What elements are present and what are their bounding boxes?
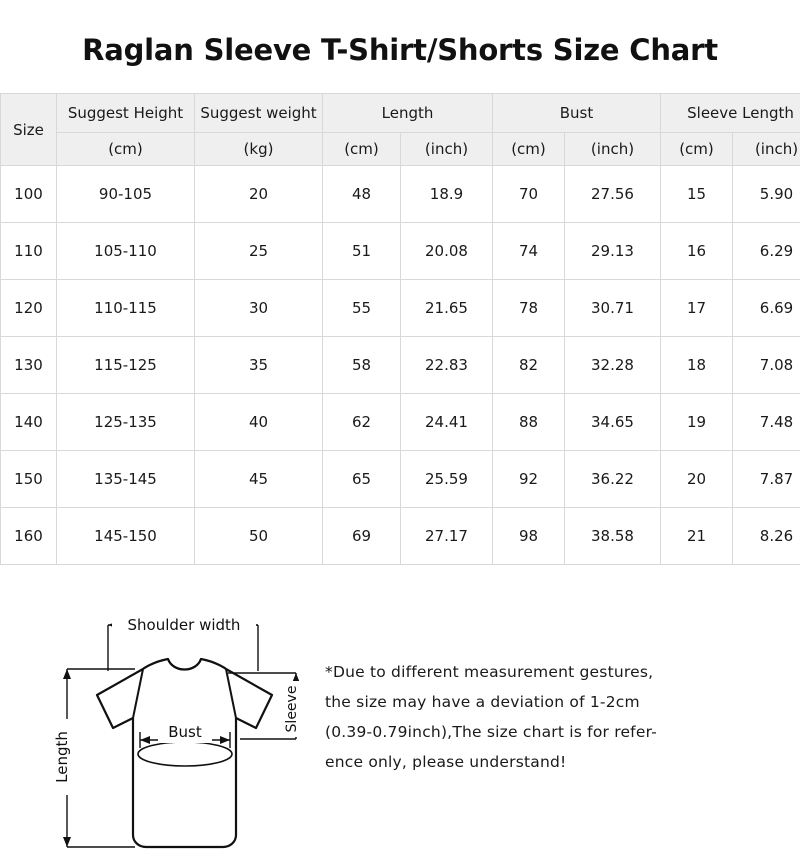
cell-height: 115-125 [57,337,195,394]
cell-size: 150 [1,451,57,508]
cell-height: 105-110 [57,223,195,280]
header-length: Length [323,94,493,133]
unit-weight-kg: (kg) [195,133,323,166]
table-row [1,394,800,451]
cell-height: 110-115 [57,280,195,337]
cell-weight: 20 [195,166,323,223]
cell-sleeve-inch: 7.08 [733,337,800,394]
svg-text:Length: Length [53,731,71,783]
cell-bust-cm: 88 [493,394,565,451]
cell-length-inch: 20.08 [401,223,493,280]
cell-size: 110 [1,223,57,280]
cell-sleeve-inch: 6.69 [733,280,800,337]
cell-size: 120 [1,280,57,337]
note-line-1: *Due to different measurement gestures, [325,657,765,687]
cell-weight: 45 [195,451,323,508]
cell-size: 160 [1,508,57,565]
cell-length-cm: 65 [323,451,401,508]
table-header-groups [1,94,800,133]
cell-bust-inch: 27.56 [565,166,661,223]
cell-length-cm: 58 [323,337,401,394]
cell-height: 145-150 [57,508,195,565]
header-suggest-weight: Suggest weight [195,94,323,133]
cell-weight: 25 [195,223,323,280]
cell-length-cm: 62 [323,394,401,451]
unit-sleeve-cm: (cm) [661,133,733,166]
cell-bust-inch: 29.13 [565,223,661,280]
header-bust: Bust [493,94,661,133]
cell-weight: 40 [195,394,323,451]
cell-bust-inch: 32.28 [565,337,661,394]
cell-sleeve-cm: 16 [661,223,733,280]
cell-sleeve-inch: 7.48 [733,394,800,451]
cell-length-inch: 25.59 [401,451,493,508]
cell-bust-cm: 98 [493,508,565,565]
cell-size: 100 [1,166,57,223]
note-line-3: (0.39-0.79inch),The size chart is for refer- [325,717,765,747]
cell-bust-inch: 36.22 [565,451,661,508]
unit-bust-inch: (inch) [565,133,661,166]
cell-length-cm: 55 [323,280,401,337]
tshirt-measurement-svg [40,599,330,858]
header-sleeve-length: Sleeve Length [661,94,800,133]
size-chart-table [0,93,800,565]
cell-length-inch: 24.41 [401,394,493,451]
note-line-2: the size may have a deviation of 1-2cm [325,687,765,717]
cell-sleeve-cm: 21 [661,508,733,565]
table-header-units [1,133,800,166]
cell-sleeve-inch: 7.87 [733,451,800,508]
svg-text:Sleeve: Sleeve [284,686,300,733]
tshirt-diagram [40,599,330,858]
cell-length-inch: 22.83 [401,337,493,394]
cell-sleeve-cm: 18 [661,337,733,394]
header-size: Size [1,94,57,166]
cell-sleeve-cm: 17 [661,280,733,337]
table-row [1,337,800,394]
cell-weight: 35 [195,337,323,394]
page-title: Raglan Sleeve T-Shirt/Shorts Size Chart [0,33,800,67]
table-row [1,223,800,280]
table-row [1,451,800,508]
svg-text:Bust: Bust [168,723,202,741]
cell-length-inch: 21.65 [401,280,493,337]
cell-length-inch: 18.9 [401,166,493,223]
cell-sleeve-cm: 15 [661,166,733,223]
note-line-4: ence only, please understand! [325,747,765,777]
svg-text:Shoulder width: Shoulder width [128,616,241,634]
cell-height: 135-145 [57,451,195,508]
table-row [1,280,800,337]
cell-sleeve-inch: 6.29 [733,223,800,280]
cell-sleeve-cm: 19 [661,394,733,451]
cell-sleeve-inch: 5.90 [733,166,800,223]
cell-weight: 50 [195,508,323,565]
table-row [1,166,800,223]
cell-bust-cm: 92 [493,451,565,508]
cell-bust-cm: 82 [493,337,565,394]
header-suggest-height: Suggest Height [57,94,195,133]
cell-length-cm: 51 [323,223,401,280]
size-chart-page [0,33,800,858]
unit-bust-cm: (cm) [493,133,565,166]
unit-sleeve-inch: (inch) [733,133,800,166]
cell-height: 125-135 [57,394,195,451]
cell-length-cm: 69 [323,508,401,565]
cell-bust-inch: 30.71 [565,280,661,337]
table-row [1,508,800,565]
cell-bust-inch: 38.58 [565,508,661,565]
disclaimer-note [325,657,765,777]
cell-height: 90-105 [57,166,195,223]
cell-length-cm: 48 [323,166,401,223]
cell-sleeve-cm: 20 [661,451,733,508]
cell-size: 140 [1,394,57,451]
cell-bust-cm: 74 [493,223,565,280]
bottom-section [0,599,800,858]
unit-length-inch: (inch) [401,133,493,166]
cell-bust-inch: 34.65 [565,394,661,451]
cell-bust-cm: 78 [493,280,565,337]
cell-bust-cm: 70 [493,166,565,223]
cell-length-inch: 27.17 [401,508,493,565]
unit-length-cm: (cm) [323,133,401,166]
cell-size: 130 [1,337,57,394]
cell-weight: 30 [195,280,323,337]
unit-height-cm: (cm) [57,133,195,166]
cell-sleeve-inch: 8.26 [733,508,800,565]
